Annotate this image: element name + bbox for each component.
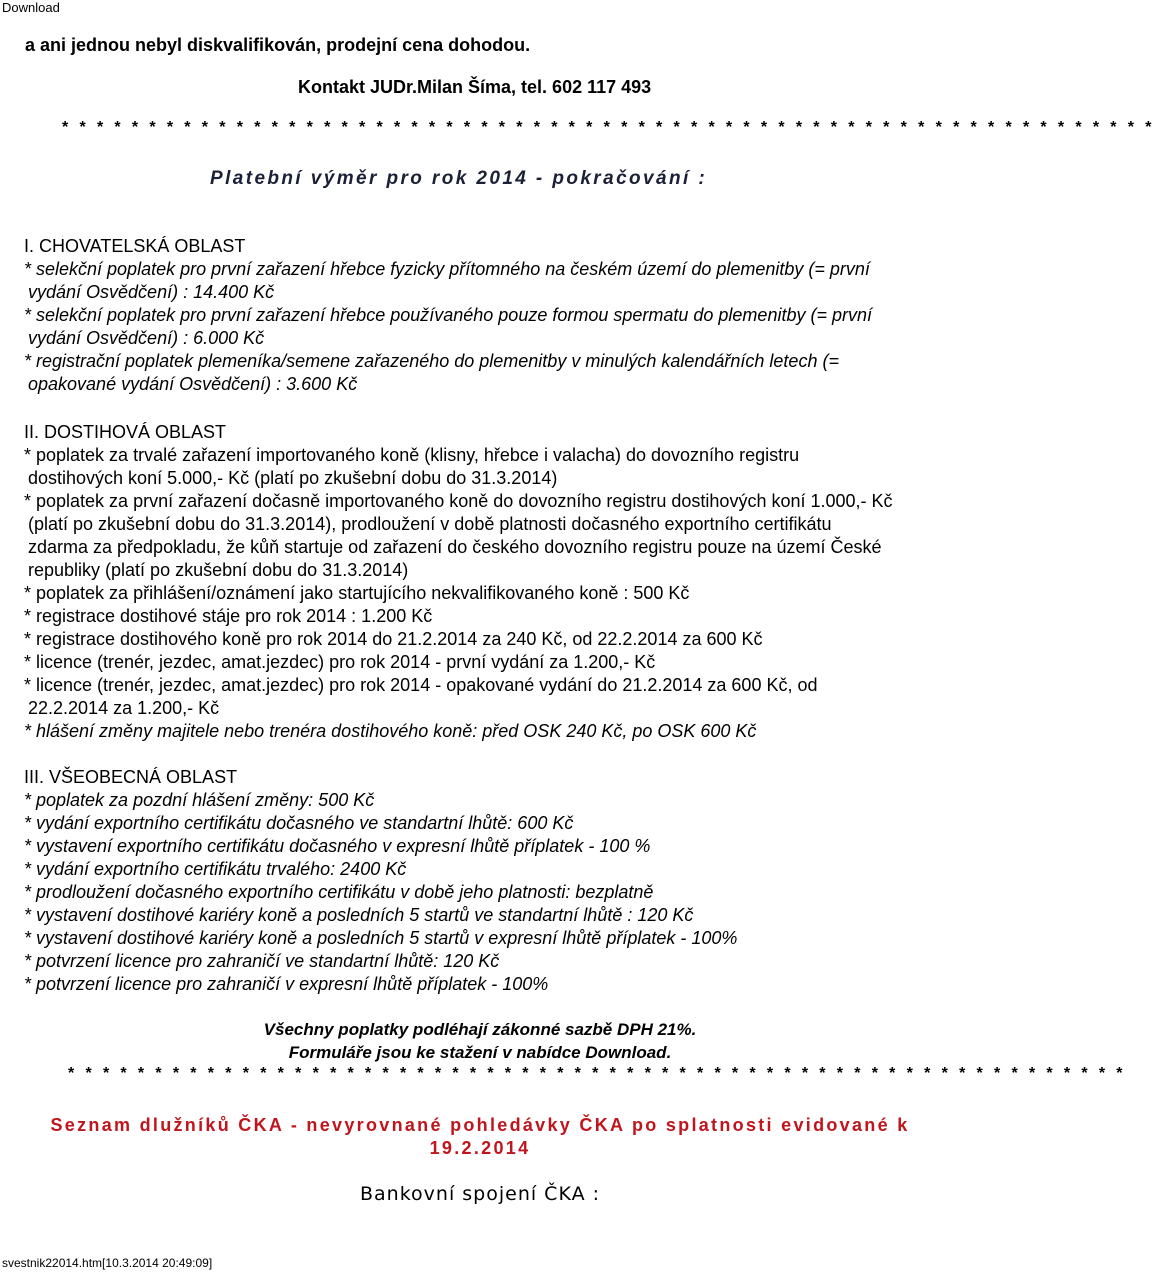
section-title: III. VŠEOBECNÁ OBLAST [24,767,238,787]
section-line: * selekční poplatek pro první zařazení hřebce používaného pouze formou spermatu do plemenitby (= první [24,305,872,325]
section-line: * potvrzení licence pro zahraničí ve standartní lhůtě: 120 Kč [24,951,500,971]
section-line: vydání Osvědčení) : 6.000 Kč [28,328,265,348]
section-line: * registrace dostihového koně pro rok 2014 do 21.2.2014 za 240 Kč, od 22.2.2014 za 600 Kč [24,629,763,649]
section-line: * poplatek za pozdní hlášení změny: 500 Kč [24,790,375,810]
section-line: vydání Osvědčení) : 14.400 Kč [28,282,275,302]
section-line: * licence (trenér, jezdec, amat.jezdec) pro rok 2014 - první vydání za 1.200,- Kč [24,652,656,672]
section-line: * potvrzení licence pro zahraničí v expresní lhůtě příplatek - 100% [24,974,549,994]
section-line: republiky (platí po zkušební dobu do 31.3.2014) [28,560,409,580]
section-line: * poplatek za trvalé zařazení importovaného koně (klisny, hřebce i valacha) do dovozního registru [24,445,800,465]
section-line: * selekční poplatek pro první zařazení hřebce fyzicky přítomného na českém území do plemenitby (= první [24,259,870,279]
section-line: * prodloužení dočasného exportního certifikátu v době jeho platnosti: bezplatně [24,882,654,902]
section-line: * poplatek za přihlášení/oznámení jako startujícího nekvalifikovaného koně : 500 Kč [24,583,690,603]
section-line: zdarma za předpokladu, že kůň startuje od zařazení do českého dovozního registru pouze na území České [28,537,882,557]
forms-note: Formuláře jsou ke stažení v nabídce Download. [288,1043,672,1062]
bank-heading: Bankovní spojení ČKA : [360,1183,601,1205]
section-line: * vydání exportního certifikátu trvalého: 2400 Kč [24,859,407,879]
intro-line: a ani jednou nebyl diskvalifikován, prodejní cena dohodou. [25,35,531,55]
contact-line: Kontakt JUDr.Milan Šíma, tel. 602 117 493 [298,77,652,97]
section-line: * vydání exportního certifikátu dočasného ve standartní lhůtě: 600 Kč [24,813,574,833]
page-subtitle: Platební výměr pro rok 2014 - pokračování : [210,168,708,189]
section-line: 22.2.2014 za 1.200,- Kč [28,698,220,718]
section-line: * registrace dostihové stáje pro rok 2014 : 1.200 Kč [24,606,433,626]
debtors-heading: Seznam dlužníků ČKA - nevyrovnané pohledávky ČKA po splatnosti evidované k [50,1115,910,1135]
section-line: dostihových koní 5.000,- Kč (platí po zkušební dobu do 31.3.2014) [28,468,558,488]
section-line: * vystavení dostihové kariéry koně a posledních 5 startů ve standartní lhůtě : 120 Kč [24,905,694,925]
stars-divider-top: * * * * * * * * * * * * * * * * * * * * * * * * * * * * * * * * * * * * * * * * * * * * * * * * * * * * * * * * * * * * * * * [62,119,1155,136]
section-line: opakované vydání Osvědčení) : 3.600 Kč [28,374,358,394]
download-header-label: Download [2,0,60,15]
section-line: * licence (trenér, jezdec, amat.jezdec) pro rok 2014 - opakované vydání do 21.2.2014 za 600 Kč, od [24,675,818,695]
vat-note: Všechny poplatky podléhají zákonné sazbě DPH 21%. [263,1020,697,1039]
section-line: * vystavení dostihové kariéry koně a posledních 5 startů v expresní lhůtě příplatek - 100% [24,928,738,948]
section-line: * registrační poplatek plemeníka/semene zařazeného do plemenitby v minulých kalendářních letech (= [24,351,839,371]
section-line: * vystavení exportního certifikátu dočasného v expresní lhůtě příplatek - 100 % [24,836,651,856]
debtors-date: 19.2.2014 [429,1138,531,1158]
section-title: I. CHOVATELSKÁ OBLAST [24,236,246,256]
section-line: * hlášení změny majitele nebo trenéra dostihového koně: před OSK 240 Kč, po OSK 600 Kč [24,721,757,741]
stars-divider-bottom: * * * * * * * * * * * * * * * * * * * * * * * * * * * * * * * * * * * * * * * * * * * * * * * * * * * * * * * * * * * * * [68,1065,1126,1082]
section-title: II. DOSTIHOVÁ OBLAST [24,422,227,442]
file-footer: svestnik22014.htm[10.3.2014 20:49:09] [2,1256,213,1270]
section-line: (platí po zkušební dobu do 31.3.2014), prodloužení v době platnosti dočasného exportního certifikátu [28,514,832,534]
section-chovatelska [24,236,954,406]
section-line: * poplatek za první zařazení dočasně importovaného koně do dovozního registru dostihových koní 1.000,- Kč [24,491,893,511]
section-vseobecna [24,767,924,997]
section-dostihova [24,422,956,752]
